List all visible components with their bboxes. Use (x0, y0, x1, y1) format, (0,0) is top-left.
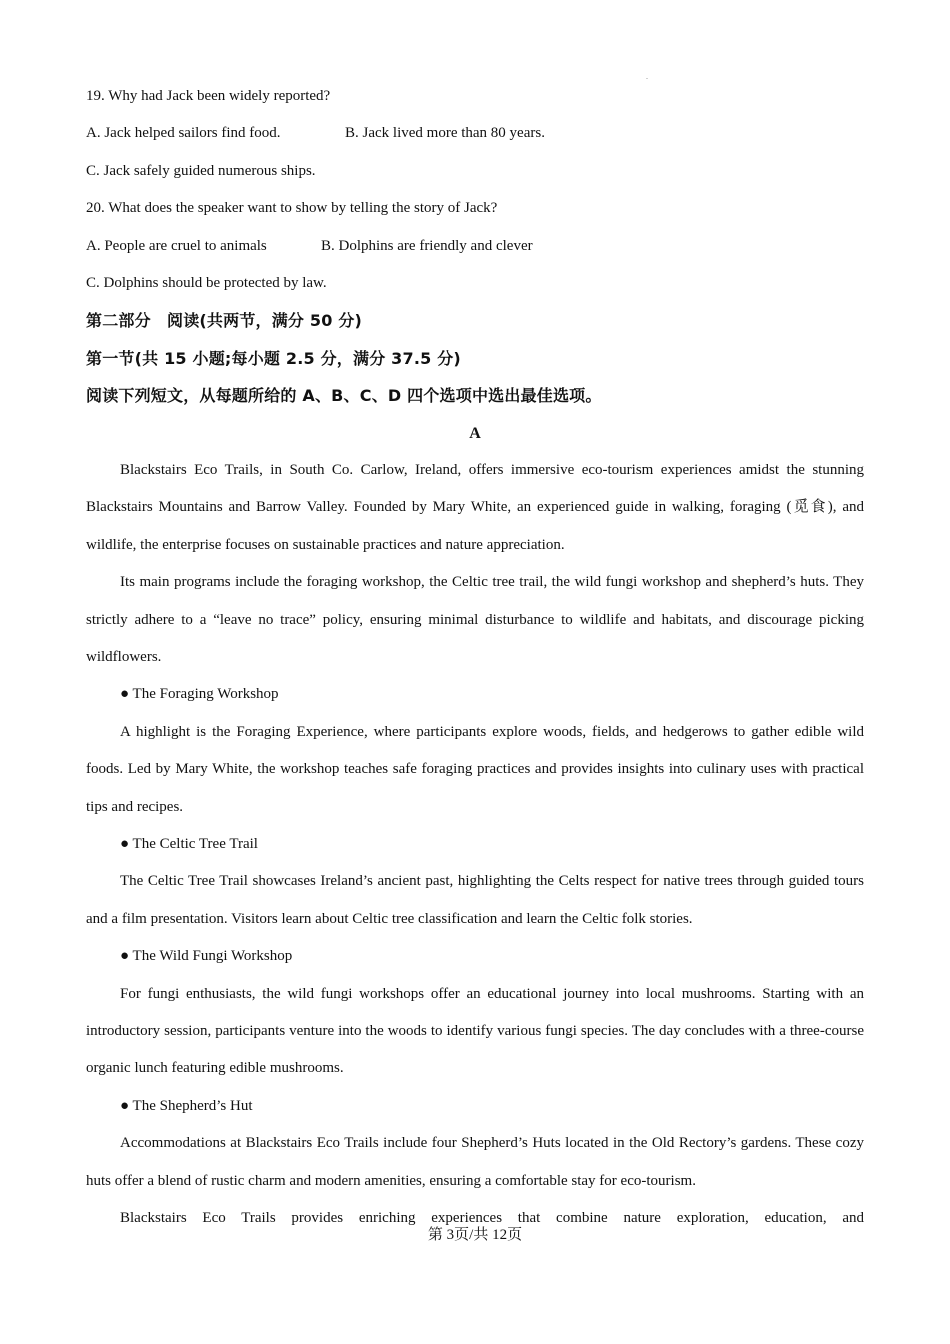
page-footer: 第 3页/共 12页 (427, 1227, 523, 1243)
question-20-option-c: C. Dolphins should be protected by law. (86, 274, 327, 291)
passage-paragraph-3: A highlight is the Foraging Experience, where participants explore woods, fields, and hedgerows to gather edible wild foods. Led by Mary White, the workshop teaches safe foraging practices and provides insights into culinary uses with practical tips and recipes. (86, 723, 864, 815)
question-19-option-a: A. Jack helped sailors find food. (86, 125, 281, 142)
passage-title: A (469, 424, 481, 442)
passage-paragraph-4: The Celtic Tree Trail showcases Ireland’s ancient past, highlighting the Celts respect for native trees through guided tours and a film presentation. Visitors learn about Celtic tree classification and learn the Celtic folk stories. (86, 873, 864, 927)
section-one-heading: 第一节(共 15 小题;每小题 2.5 分，满分 37.5 分) (86, 348, 461, 368)
question-19-options-row (86, 115, 864, 152)
passage-paragraph-7: Blackstairs Eco Trails provides enriching experiences that combine nature exploration, education, and (120, 1209, 864, 1226)
question-19-option-b: B. Jack lived more than 80 years. (345, 125, 545, 142)
page-content (86, 78, 864, 1237)
passage-paragraph-2: Its main programs include the foraging workshop, the Celtic tree trail, the wild fungi workshop and shepherd’s huts. They strictly adhere to a “leave no trace” policy, ensuring minimal disturbance to wildlife and habitats, and discourage picking wildflowers. (86, 574, 864, 665)
program-heading-shepherds-hut: ● The Shepherd’s Hut (120, 1097, 253, 1114)
question-20-option-a: A. People are cruel to animals (86, 237, 267, 254)
program-heading-celtic-tree: ● The Celtic Tree Trail (120, 835, 258, 852)
scan-mark: . (646, 72, 648, 81)
passage-paragraph-6: Accommodations at Blackstairs Eco Trails include four Shepherd’s Huts located in the Old Rectory’s gardens. These cozy huts offer a blend of rustic charm and modern amenities, ensuring a comfortable stay for eco-tourism. (86, 1135, 864, 1189)
question-20-options-row (86, 228, 864, 265)
program-heading-wild-fungi: ● The Wild Fungi Workshop (120, 948, 293, 965)
passage-paragraph-1: Blackstairs Eco Trails, in South Co. Carlow, Ireland, offers immersive eco-tourism experiences amidst the stunning Blackstairs Mountains and Barrow Valley. Founded by Mary White, an experienced guide in walking, foraging (觅食), and wildlife, the enterprise focuses on sustainable practices and nature appreciation. (86, 461, 864, 553)
reading-instruction: 阅读下列短文，从每题所给的 A、B、C、D 四个选项中选出最佳选项。 (86, 386, 602, 406)
question-20-option-b: B. Dolphins are friendly and clever (321, 237, 533, 254)
part-two-heading: 第二部分 阅读(共两节，满分 50 分) (86, 311, 363, 331)
passage-paragraph-5: For fungi enthusiasts, the wild fungi workshops offer an educational journey into local mushrooms. Starting with an introductory session, participants venture into the woods to identify various fungi species. The day concludes with a three-course organic lunch featuring edible mushrooms. (86, 985, 864, 1077)
question-20: 20. What does the speaker want to show by telling the story of Jack? (86, 200, 498, 217)
question-19: 19. Why had Jack been widely reported? (86, 88, 331, 104)
program-heading-foraging: ● The Foraging Workshop (120, 686, 279, 703)
question-19-option-c: C. Jack safely guided numerous ships. (86, 162, 316, 179)
